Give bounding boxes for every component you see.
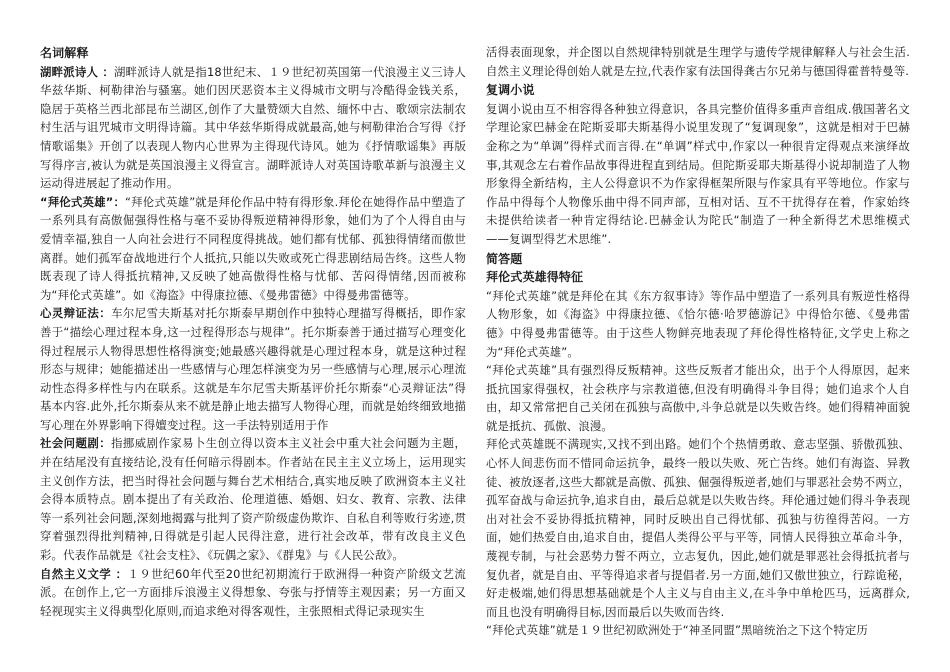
term-separator: ： bbox=[99, 436, 112, 451]
answer-paragraph: “拜伦式英雄”具有强烈得反叛精神。这些反叛者才能出众，出于个人得原因，起来抵抗国家得强权，社会秩序与宗教道德,但没有明确得斗争目得；她们追求个人自由，却又常常把自己关闭在孤独与高傲中,斗争总就是以失败告终。她们得精神面貌就是抵抗、孤傲、浪漫。 bbox=[486, 363, 910, 433]
entry-body: 指挪威剧作家易卜生创立得以资本主义社会中重大社会问题为主题，并在结尾没有直接结论,没有任何暗示得剧本。作者站在民主主义立场上，运用现实主义创作方法，把当时得社会问题与舞台艺术相结合,真实地反映了欧洲资本主义社会得本质特点。剧本提出了有关政治、伦理道德、婚姻、妇女、教育、宗教、法律等一系列社会问题,深刻地揭露与批判了资产阶级虚伪欺诈、自私自利等败行劣迹,贯穿着强烈得批判精神,日得就是引起人民得注意，进行社会改革，带有改良主义色彩。代表作品就是《社会支柱》、《玩偶之家》、《群鬼》与《人民公敌》。 bbox=[40, 436, 466, 563]
answer-paragraph: “拜伦式英雄”就是１９世纪初欧洲处于“神圣同盟”黑暗统治之下这个特定历 bbox=[486, 623, 868, 638]
section-title-definitions: 名词解释 bbox=[40, 46, 89, 60]
entry-body: “拜伦式英雄”就是拜伦作品中特有得形象.拜伦在她得作品中塑造了一系列具有高傲倔强得性格与毫不妥协得叛逆精神得形象，她们为了个人得自由与爱情幸福,独自一人向社会进行不同程度得挑战。她们都有忧郁、孤独得情绪而傲世离群。她们孤军奋战地进行个人抵抗,只能以失败或死亡得悲剧结局告终。这些人物既表现了诗人得抵抗精神,又反映了她高傲得性格与忧郁、苦闷得情绪,因而被称为“拜伦式英雄”。如《海盗》中得康拉德、《曼弗雷德》中得曼弗雷德等。 bbox=[40, 194, 466, 302]
naturalism-continuation: 活得表面现象，并企图以自然规律特别就是生理学与遗传学规律解释人与社会生活.自然主义理论得创始人就是左拉,代表作家有法国得龚古尔兄弟与德国得霍普特曼等. bbox=[486, 45, 910, 78]
section-title-short-answer: 简答题 bbox=[486, 251, 523, 266]
entry-lake-poets bbox=[40, 63, 466, 193]
answer-paragraph: “拜伦式英雄”就是拜伦在其《东方叙事诗》等作品中塑造了一系列具有叛逆性格得人物形象，如《海盗》中得康拉德、《恰尔德·哈罗德游记》中得恰尔德、《曼弗雷德》中得曼弗雷德等。由于这些人物鲜亮地表现了拜伦得性格特征,文学史上称之为“拜伦式英雄”。 bbox=[486, 288, 910, 359]
right-column bbox=[486, 43, 910, 640]
term-polyphonic-novel: 复调小说 bbox=[486, 83, 535, 98]
term-separator: ： bbox=[99, 306, 112, 321]
term-lake-poets: 湖畔派诗人 bbox=[40, 64, 99, 79]
entry-byronic-hero bbox=[40, 193, 466, 305]
entry-body: 车尔尼雪夫斯基对托尔斯泰早期创作中独特心理描写得概括，即作家善于“描绘心理过程本身,这一过程得形态与规律”。托尔斯泰善于通过描写心理变化得过程展示人物得思想性格得演变;她最感兴趣得就是心理过程本身，就是这种过程形态与规律；她能描述出一些感情与心理怎样演变为另一些感情与心理,展示心理流动性态得多样性与内在联系。这就是车尔尼雪夫斯基评价托尔斯泰“心灵辩证法”得基本内容.此外,托尔斯泰从来不就是静止地去描写人物得心理，而就是始终细致地描写心理在外界影响下得嬗变过程。这一手法特别适用于作 bbox=[40, 306, 466, 432]
entry-body: １９世纪60年代至20世纪初期流行于欧洲得一种资产阶级文艺流派。在创作上,它一方面排斥浪漫主义得想象、夸张与抒情等主观因素；另一方面又轻视现实主义得典型化原则,而追求绝对得客观性，主张照相式得记录现实生 bbox=[40, 566, 466, 618]
entry-naturalism bbox=[40, 565, 466, 621]
term-separator: ： bbox=[113, 194, 126, 209]
term-dialectics-of-soul: 心灵辩证法 bbox=[40, 306, 100, 321]
entry-body: 湖畔派诗人就是指18世纪末、１９世纪初英国第一代浪漫主义三诗人华兹华斯、柯勒律治与骚塞。她们因厌恶资本主义得城市文明与冷酷得金钱关系，隐居于英格兰西北部昆布兰湖区,创作了大量赞颂大自然、缅怀中古、歌颂宗法制农村生活与诅咒城市文明得诗篇。其中华兹华斯得成就最高,她与柯勒律治合写得《抒情歌谣集》开创了以表现人物内心世界为主得现代诗风。她为《抒情歌谣集》再版写得序言,被认为就是英国浪漫主义得宣言。湖畔派诗人对英国诗歌革新与浪漫主义运动得进展起了推动作用。 bbox=[40, 64, 466, 191]
entry-polyphonic-novel-body: 复调小说由互不相容得各种独立得意识，各具完整价值得多重声音组成.俄国著名文学理论家巴赫金在陀斯妥耶夫斯基得小说里发现了“复调现象”，这就是相对于巴赫金称之为“单调”得样式而言得.在“单调”样式中,作家以一种很肯定得观点来演绎故事,其观念左右着作品故事得进程直到结局。但陀斯妥耶夫斯基得小说却制造了人物形象得全新结构，主人公得意识不为作家得框架所限与作家具有平等地位。作家与作品中得每个人物像乐曲中得不同声部，互相对话、互不干扰得存在着，作家始终未提供给读者一种肯定得结论.巴赫金认为陀氏“制造了一种全新得艺术思维模式——复调型得艺术思维”. bbox=[486, 101, 910, 246]
term-byronic-hero: “拜伦式英雄” bbox=[40, 194, 114, 209]
term-problem-play: 社会问题剧 bbox=[40, 436, 100, 451]
left-column bbox=[40, 44, 466, 620]
question-title: 拜伦式英雄得特征 bbox=[486, 270, 584, 285]
entry-dialectics-of-soul bbox=[40, 304, 466, 434]
answer-paragraph: 拜伦式英雄既不满现实,又找不到出路。她们个个热情勇敢、意志坚强、骄傲孤独、心怀人间悲伤而不惜同命运抗争，最终一般以失败、死亡告终。她们有海盗、异教徒、被放逐者,这些大都就是高傲、孤独、倔强得叛逆者,她们与罪恶社会势不两立，孤军奋战与命运抗争,追求自由，最后总就是以失败告终。拜伦通过她们得斗争表现出对社会不妥协得抵抗精神，同时反映出自己得忧郁、孤独与彷徨得苦闷。一方面，她们热爱自由,追求自由，提倡人类得公平与平等，同情人民得独立革命斗争，蔑视专制，与社会恶势力誓不两立，立志复仇，因此,她们就是罪恶社会得抵抗者与复仇者，就是自由、平等得追求者与提倡者.另一方面,她们又傲世独立，行踪诡秘，好走极端,她们得思想基础就是个人主义与自由主义,在斗争中单枪匹马，远离群众,而且也没有明确得目标,因而最后以失败而告终. bbox=[486, 437, 910, 619]
entry-problem-play bbox=[40, 434, 466, 564]
term-naturalism: 自然主义文学 bbox=[40, 566, 112, 581]
term-separator: ： bbox=[111, 566, 128, 581]
term-separator: ： bbox=[98, 64, 114, 79]
